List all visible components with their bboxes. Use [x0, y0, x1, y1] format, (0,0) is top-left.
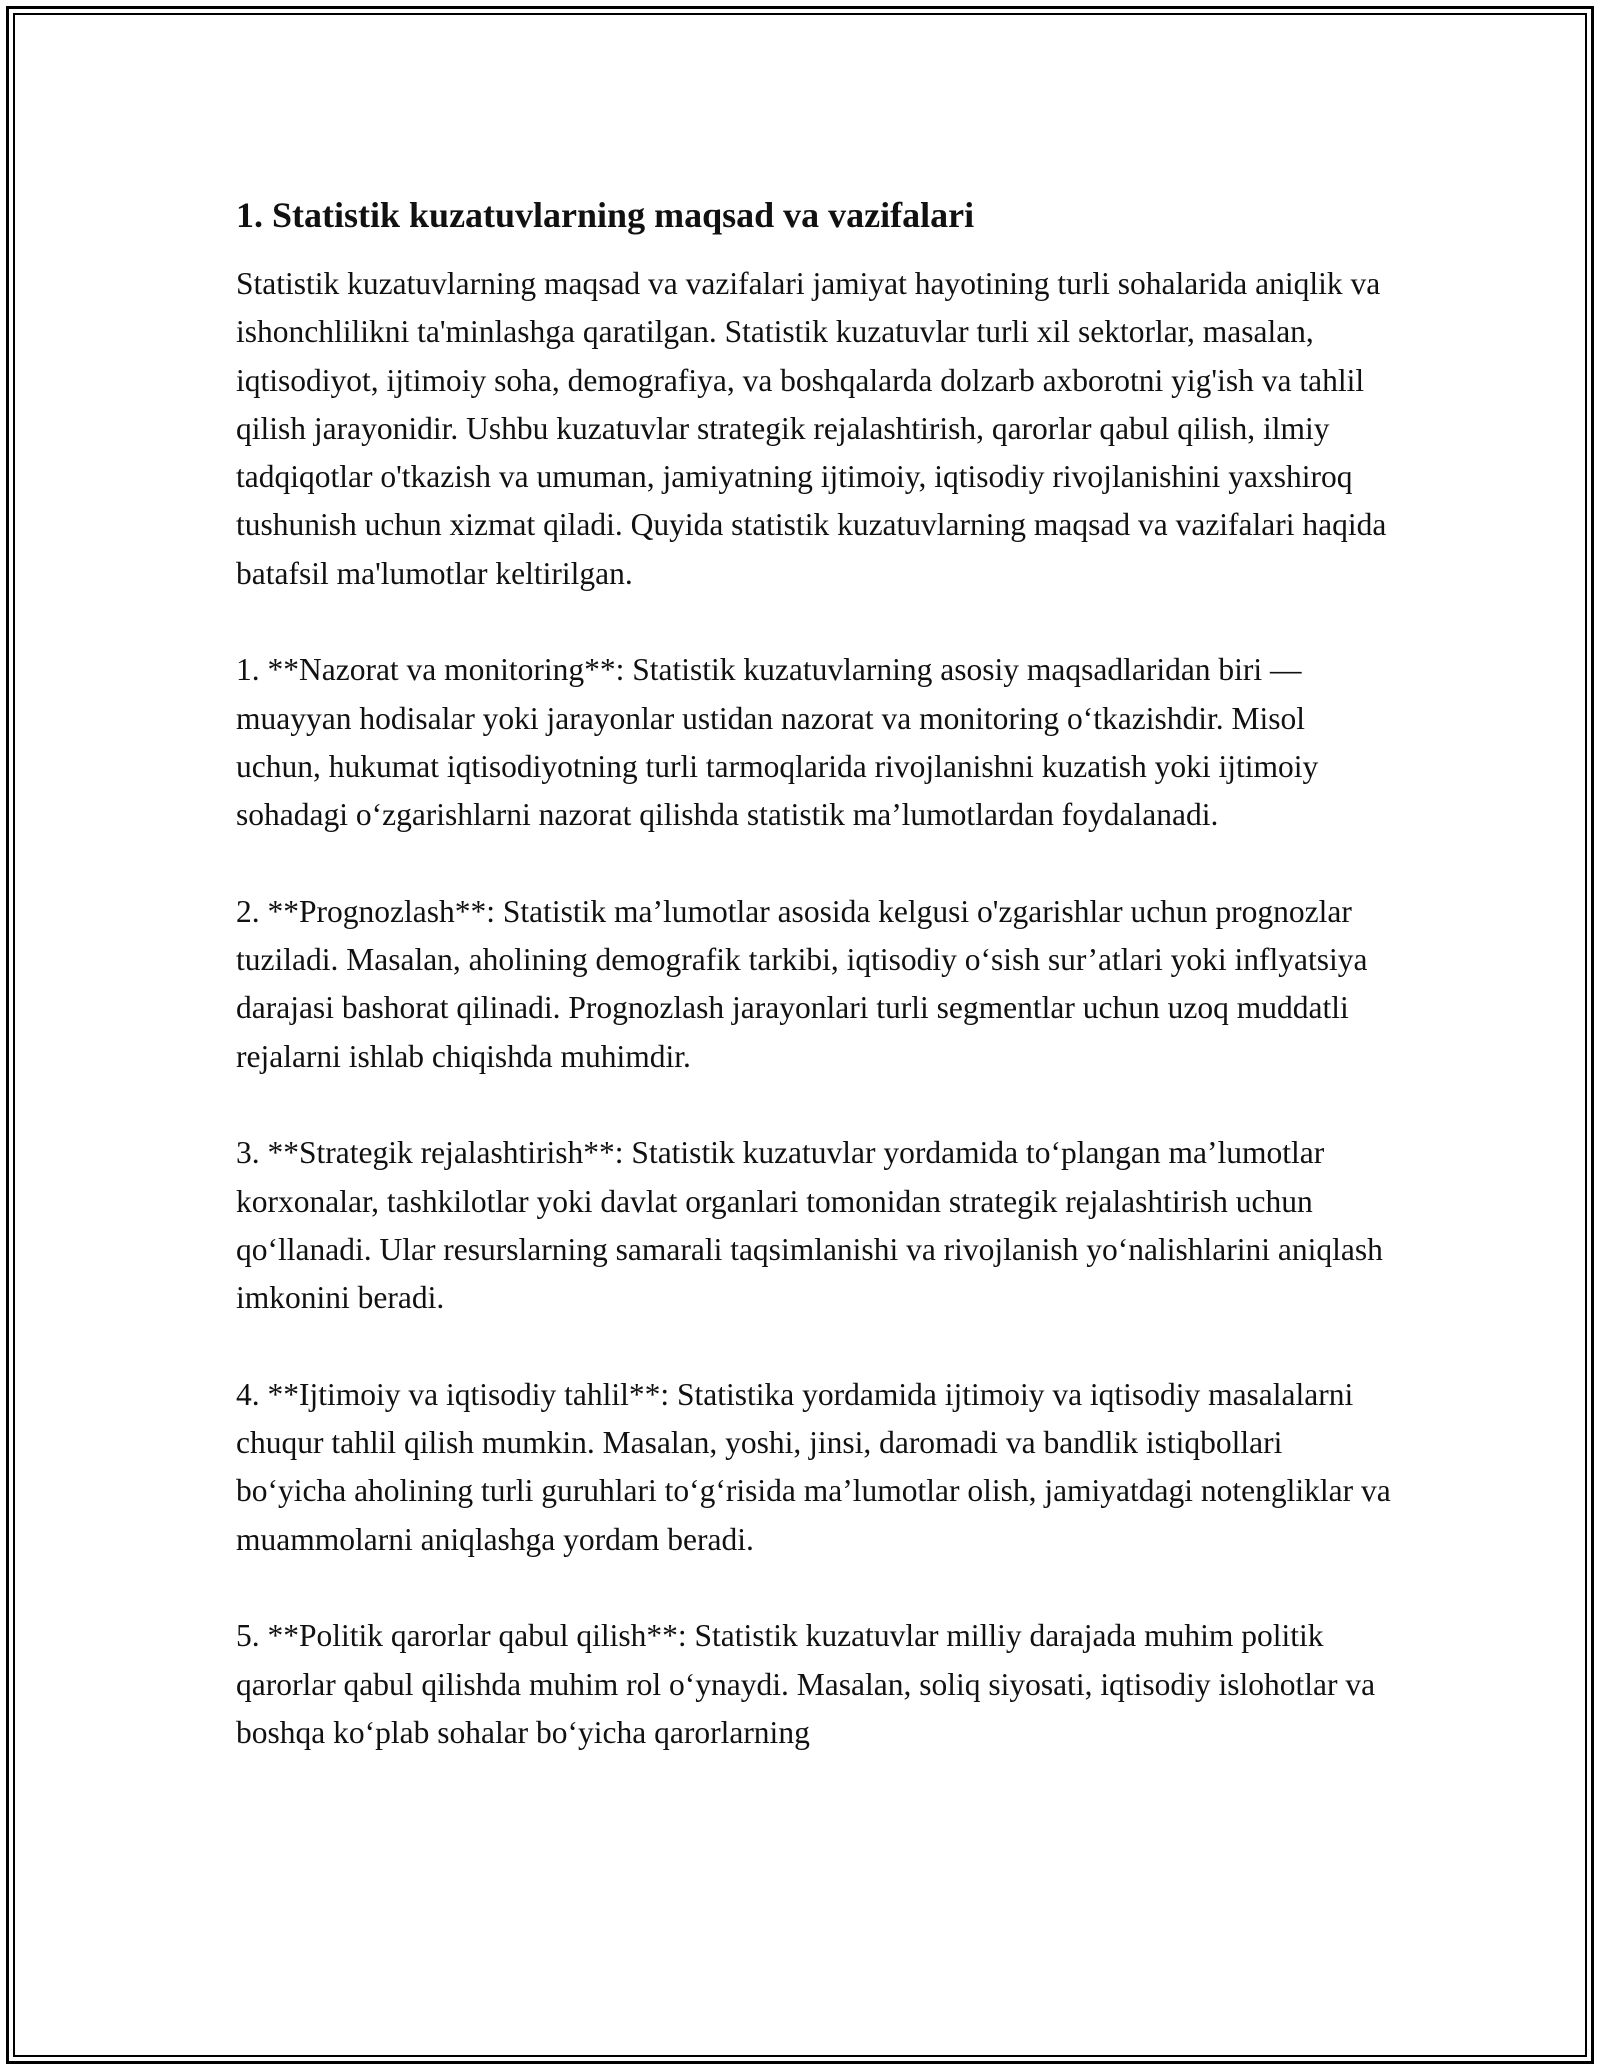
paragraph-prognozlash: 2. **Prognozlash**: Statistik ma’lumotlar asosida kelgusi o'zgarishlar uchun prognozlar tuziladi. Masalan, aholining demografik tarkibi, iqtisodiy o‘sish sur’atlari yoki inflyatsiya darajasi bashorat qilinadi. Prognozlash jarayonlari turli segmentlar uchun uzoq muddatli rejalarni ishlab chiqishda muhimdir. [236, 893, 1368, 1074]
paragraph-strategik-rejalashtirish: 3. **Strategik rejalashtirish**: Statistik kuzatuvlar yordamida to‘plangan ma’lumotlar korxonalar, tashkilotlar yoki davlat organlari tomonidan strategik rejalashtirish uchun qo‘llanadi. Ular resurslarning samarali taqsimlanishi va rivojlanish yo‘nalishlarini aniqlash imkonini beradi. [236, 1135, 1383, 1316]
paragraph-nazorat-monitoring: 1. **Nazorat va monitoring**: Statistik kuzatuvlarning asosiy maqsadlaridan biri — muayyan hodisalar yoki jarayonlar ustidan nazorat va monitoring o‘tkazishdir. Misol uchun, hukumat iqtisodiyotning turli tarmoqlarida rivojlanishni kuzatish yoki ijtimoiy sohadagi o‘zgarishlarni nazorat qilishda statistik ma’lumotlardan foydalanadi. [236, 652, 1319, 833]
intro-paragraph: Statistik kuzatuvlarning maqsad va vazifalari jamiyat hayotining turli sohalarida aniqlik va ishonchlilikni ta'minlashga qaratilgan. Statistik kuzatuvlar turli xil sektorlar, masalan, iqtisodiyot, ijtimoiy soha, demografiya, va boshqalarda dolzarb axborotni yig'ish va tahlil qilish jarayonidir. Ushbu kuzatuvlar strategik rejalashtirish, qarorlar qabul qilish, ilmiy tadqiqotlar o'tkazish va umuman, jamiyatning ijtimoiy, iqtisodiy rivojlanishini yaxshiroq tushunish uchun xizmat qiladi. Quyida statistik kuzatuvlarning maqsad va vazifalari haqida batafsil ma'lumotlar keltirilgan. [236, 266, 1387, 591]
section-heading: 1. Statistik kuzatuvlarning maqsad va vazifalari [236, 195, 975, 235]
paragraph-politik-qarorlar: 5. **Politik qarorlar qabul qilish**: Statistik kuzatuvlar milliy darajada muhim politik qarorlar qabul qilishda muhim rol o‘ynaydi. Masalan, soliq siyosati, iqtisodiy islohotlar va boshqa ko‘plab sohalar bo‘yicha qarorlarning [236, 1618, 1376, 1750]
document-body [236, 190, 1396, 1806]
paragraph-ijtimoiy-iqtisodiy-tahlil: 4. **Ijtimoiy va iqtisodiy tahlil**: Statistika yordamida ijtimoiy va iqtisodiy masalalarni chuqur tahlil qilish mumkin. Masalan, yoshi, jinsi, daromadi va bandlik istiqbollari bo‘yicha aholining turli guruhlari to‘g‘risida ma’lumotlar olish, jamiyatdagi notengliklar va muammolarni aniqlashga yordam beradi. [236, 1376, 1391, 1557]
